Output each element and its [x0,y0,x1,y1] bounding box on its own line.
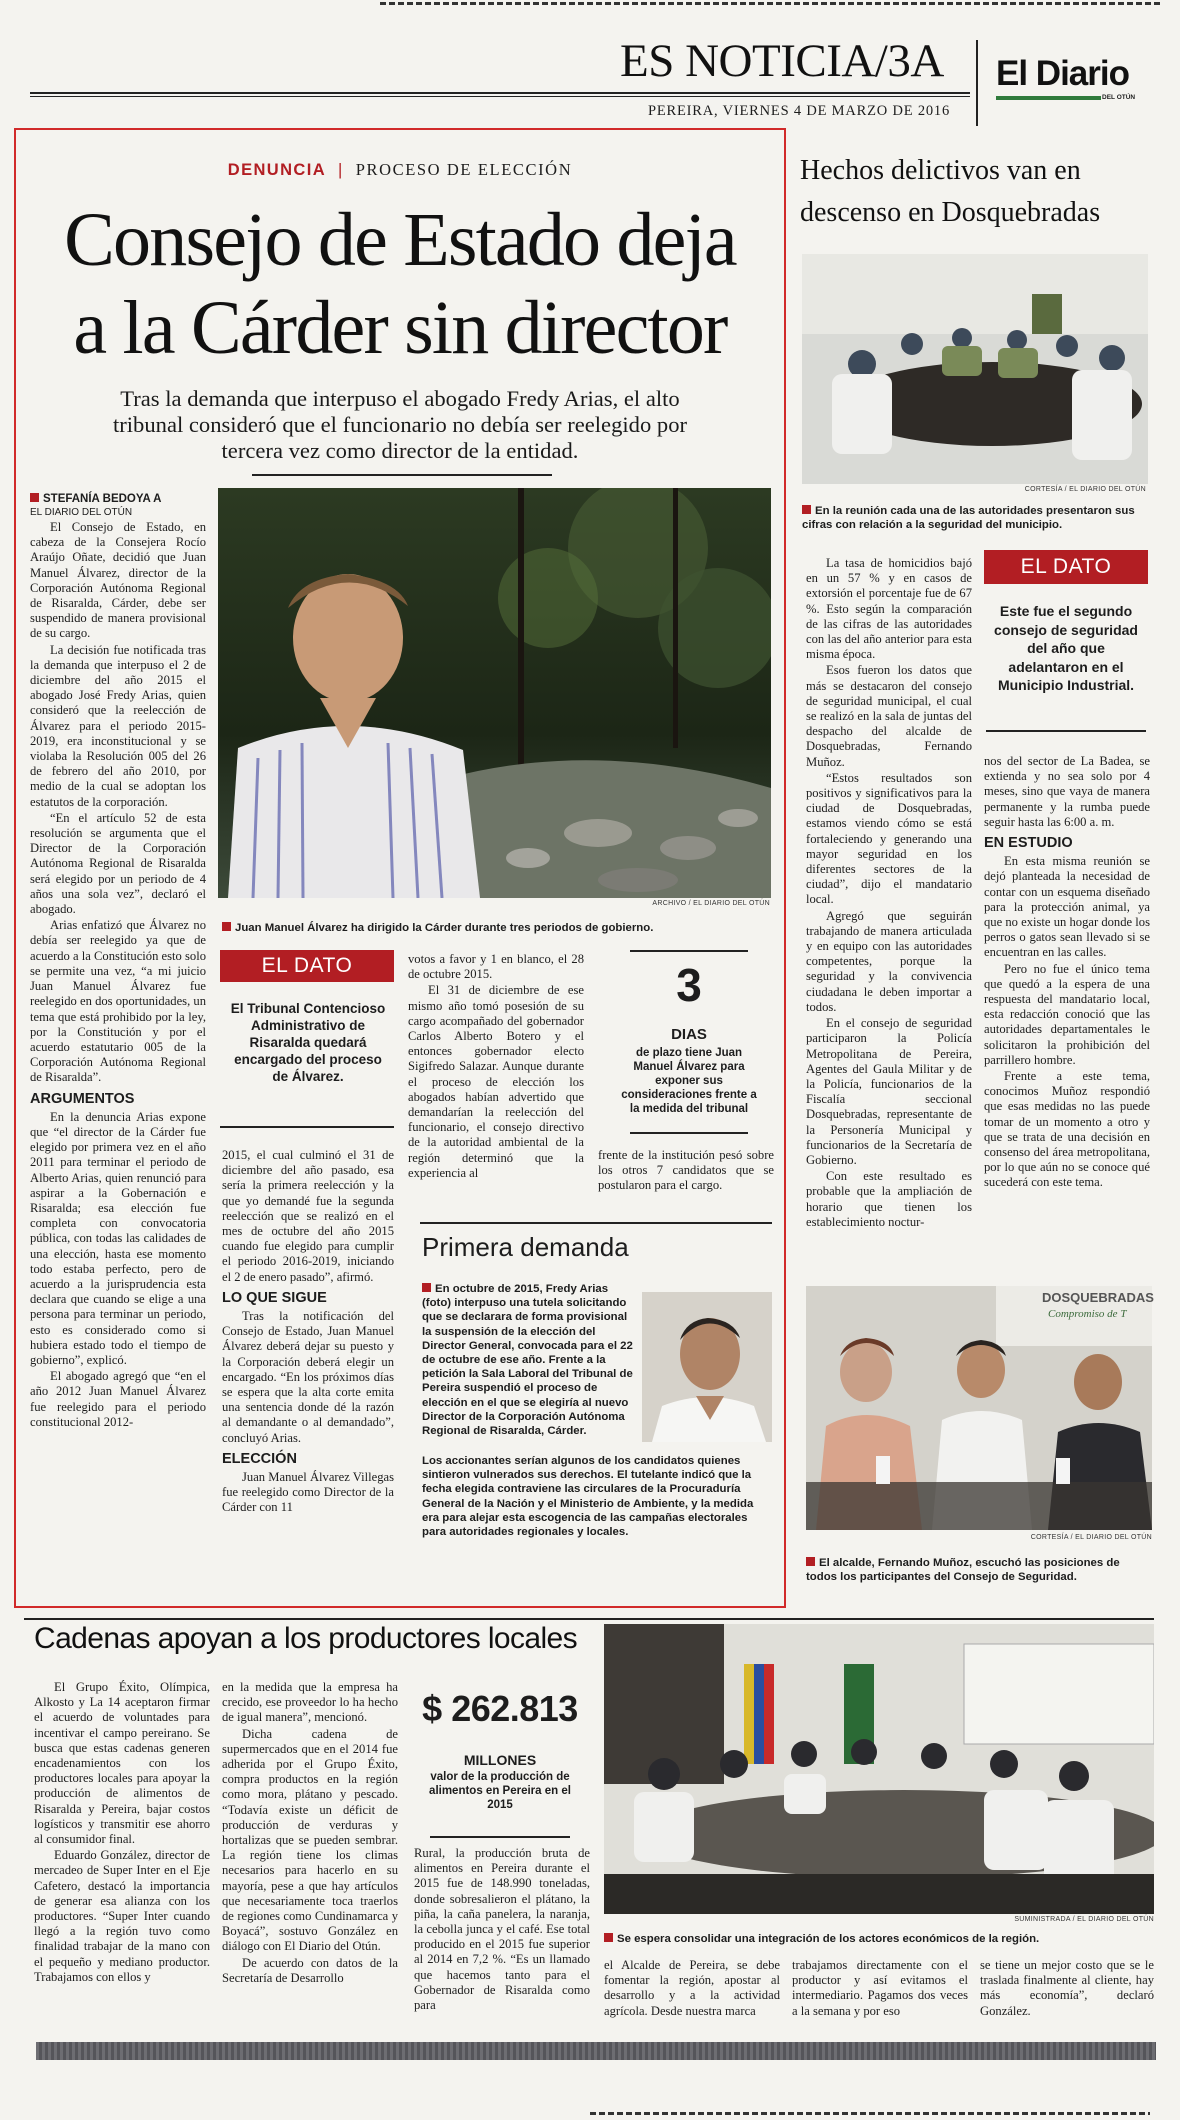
page-number: 3A [887,35,944,87]
bottom-stat-desc: valor de la producción de alimentos en Pereira en el 2015 [429,1771,571,1811]
kicker-topic: PROCESO DE ELECCIÓN [355,160,573,179]
primera-text: En octubre de 2015, Fredy Arias (foto) interpuso una tutela solicitando que se declarara de forma provisional la suspensión de la elección del Director General, convocada para el 22 de octubre de ese año. Frente a la petición la Sala Laboral del Tribunal de Pereira suspendió el proceso de elección en el que se elegiría al nuevo Director de la Corporación Autónoma Regional de Risaralda, Cárder. [422,1283,633,1438]
stat-label: DIAS [671,1026,707,1043]
main-photo-credit: ARCHIVO / EL DIARIO DEL OTÚN [652,900,770,907]
paragraph: El Consejo de Estado, en cabeza de la Consejera Rocío Araújo Oñate, decidió que Juan Manuel Álvarez, director de la Corporación Autónoma Regional de Risaralda, Cárder, debe ser suspendido de manera provisional de su cargo. [30,520,206,641]
masthead-divider [976,40,978,126]
side-photo-2-credit: CORTESÍA / EL DIARIO DEL OTÚN [1030,1534,1152,1541]
main-col-votos [408,952,584,1182]
paragraph: “Estos resultados son positivos y significativos para la ciudad de Dosquebradas, estamos viendo cómo se está fortaleciendo y generando una mayor seguridad en los diferentes sectores de la ciudad”, dijo el mandatario local. [806,770,972,907]
deck-rule [252,474,552,476]
paragraph: Esos fueron los datos que más se destacaron del consejo de seguridad municipal, el cual se realizó en la sala de juntas del despacho del alcalde de Dosquebradas, Fernando Muñoz. [806,663,972,769]
paragraph: Frente a este tema, conocimos Muñoz respondió que esas medidas no las puede tomar de un momento a otro y que se trata de una decisión en consenso del área metropolitana, por lo que aún no se conoce qué sucederá con este tema. [984,1069,1150,1190]
stat-box [608,950,770,1136]
byline: STEFANÍA BEDOYA A [30,492,206,506]
brand-logo-underline [996,96,1101,100]
byline-org: EL DIARIO DEL OTÚN [30,507,133,518]
side-photo-2 [806,1286,1152,1530]
paragraph: Juan Manuel Álvarez Villegas fue reelegido como Director de la Cárder con 11 [222,1470,394,1515]
section-title: ES NOTICIA/3A [620,35,944,87]
paragraph: en la medida que la empresa ha crecido, ese proveedor lo ha hecho de igual manera”, mencionó. [222,1680,398,1725]
subhead-eleccion: ELECCIÓN [222,1450,297,1467]
side-photo-1-caption: En la reunión cada una de las autoridades presentaron sus cifras con relación a la seguridad del municipio. [802,505,1135,531]
photo-forest-river [218,488,771,898]
side-photo-1 [802,254,1148,484]
photo-mayor-meeting [806,1286,1152,1530]
stat-rule-bottom [630,1132,748,1134]
byline-marker [30,493,39,502]
paragraph: Dicha cadena de supermercados que en el 2014 fue adherida por el Grupo Éxito, compra productos en la región como mora, plátano y pescado. “Todavía existe un déficit de producción de verduras y hortalizas que se pueden sembrar. La región tiene los climas necesarios para hacerlo en su mayoría, pese a que hay artículos que necesariamente toca traerlos de regiones como Cundinamarca y Boyacá”, sostuvo González en diálogo con El Diario del Otún. [222,1726,398,1954]
bottom-col-5: trabajamos directamente con el productor y así evitamos el intermediario. Pagamos dos veces a la semana y por eso [792,1958,968,2018]
bottom-story-rule [24,1618,1154,1620]
primera-photo [642,1292,772,1442]
main-deck: Tras la demanda que interpuso el abogado Fredy Arias, el alto tribunal consideró que el funcionario no debía ser reelegido por tercera vez como director de la entidad. [112,386,688,463]
subhead-lo-que-sigue: LO QUE SIGUE [222,1289,327,1306]
side-dato-rule [986,730,1146,732]
main-photo-caption: Juan Manuel Álvarez ha dirigido la Cárder durante tres periodos de gobierno. [222,921,772,935]
side-headline: Hechos delictivos van en descenso en Dosquebradas [800,155,1101,228]
side-dato-label: EL DATO [984,550,1148,584]
bottom-col-3: Rural, la producción bruta de alimentos en Pereira durante el 2015 fue de 148.990 toneladas, donde sobresalieron el plátano, la piña, la caña panelera, la naranja, la cebolla junca y el café. Ese total producido en el 2015 fue superior al 2014 en 7,2 %. “Es un llamado que hacemos tanto para el Gobernador de Risaralda como para [414,1846,590,2013]
section-name: ES NOTICIA [620,35,875,87]
bottom-col-4: el Alcalde de Pereira, se debe fomentar la región, apostar al desarrollo y a la actividad agrícola. Desde nuestra marca [604,1958,780,2018]
masthead [0,0,1180,130]
main-col-1 [30,492,206,1431]
top-dashed-rule [380,2,1160,5]
dato-text: El Tribunal Contencioso Administrativo de Risaralda quedará encargado del proceso de Álvarez. [230,1001,386,1084]
brand-logo: El Diario [996,54,1129,93]
side-photo-1-credit: CORTESÍA / EL DIARIO DEL OTÚN [1024,486,1146,493]
caption-marker [806,1557,815,1566]
kicker: DENUNCIA | PROCESO DE ELECCIÓN [227,160,573,179]
paragraph: Agregó que seguirán trabajando de manera articulada y en equipo con las autoridades competentes, porque la seguridad y la convivencia ciudadana le deben importar a todos. [806,908,972,1014]
paragraph: Eduardo González, director de mercadeo de Super Inter en el Eje Cafetero, destacó la importancia de generar esa alianza con los productores. “Super Inter cuando llegó a la región tuvo como finalidad trabajar de la mano con el pequeño y mediano productor. Trabajamos con ellos y [34,1848,210,1984]
primera-text-cont: Los accionantes serían algunos de los candidatos quienes sintieron vulnerados sus derechos. El tutelante indicó que la fecha elegida contraviene las circulares de la Procuraduría General de la Nación y el Ministerio de Ambiente, y la medida era para alejar esta escogencia de las campañas electorales para autoridades regionales y locales. [422,1455,754,1539]
stat-number: 3 [676,959,702,1011]
paragraph: 2015, el cual culminó el 31 de diciembre del año pasado, esa sería la primera reelección y la que yo demandé fue la segunda reelección que se realizó en el mes de octubre del año 2015 cuando fue elegido para cumplir el periodo 2016-2019, iniciando el 2 de enero pasado”, afirmó. [222,1148,394,1284]
bottom-photo [604,1624,1154,1914]
caption-marker [604,1933,613,1942]
primera-marker [422,1283,431,1292]
paragraph: En esta misma reunión se dejó planteada la necesidad de contar con un esquema diseñado para la protección animal, ya que no existe un hogar donde los perros o gatos sean llevado si se encuentran en las calles. [984,854,1150,960]
primera-title: Primera demanda [422,1232,629,1262]
primera-rule [420,1222,772,1224]
bottom-col-1 [34,1680,210,1986]
paragraph: votos a favor y 1 en blanco, el 28 de octubre 2015. [408,952,584,982]
paragraph: La tasa de homicidios bajó en un 57 % y en casos de extorsión el porcentaje fue de 67 %. Esto según la comparación de las cifras de las autoridades con las del año anterior para esta misma época. [806,556,972,662]
footer-bar [36,2042,1156,2060]
bottom-stat-rule [430,1836,570,1838]
paragraph: El abogado agregó que “en el año 2012 Juan Manuel Álvarez fue reelegido para el periodo constitucional 2012- [30,1369,206,1429]
paragraph: Arias enfatizó que Álvarez no debía ser reelegido ya que de acuerdo a la Constitución esto solo se permite una vez, “a mi juicio Juan Manuel Álvarez fue reelegido en dos oportunidades, un tema que está prohibido por la ley, por la Constitución y por el acuerdo estatutario 005 de la Corporación Autónoma Regional de Risaralda”. [30,918,206,1085]
headline-line-1: Consejo de Estado deja [64,198,736,282]
subhead-en-estudio: EN ESTUDIO [984,835,1073,852]
subhead-argumentos: ARGUMENTOS [30,1090,135,1107]
caption-marker [222,922,231,931]
side-photo-2-banner-sub: Compromiso de T [1048,1308,1127,1320]
side-col-2 [984,754,1150,1192]
bottom-col-2 [222,1680,398,1987]
side-photo-2-banner: DOSQUEBRADAS [1042,1290,1154,1305]
bottom-headline: Cadenas apoyan a los productores locales [34,1622,578,1655]
paragraph: La decisión fue notificada tras la demanda que interpuso el 2 de diciembre del año 2015 el abogado José Fredy Arias, quien consideró que la reelección de Álvarez para el periodo 2015-2019, era inconstitucional y se violaba la Resolución 005 del 26 de febrero del año 2010, por medio de la cual se adoptan los estatutos de la corporación. [30,642,206,809]
bottom-photo-credit: SUMINISTRADA / EL DIARIO DEL OTÚN [1014,1916,1154,1923]
bottom-photo-caption: Se espera consolidar una integración de los actores económicos de la región. [604,1932,1154,1946]
side-photo-2-caption: El alcalde, Fernando Muñoz, escuchó las posiciones de todos los participantes del Consejo de Seguridad. [806,1557,1120,1583]
caption-marker [802,505,811,514]
main-photo [218,488,771,898]
paragraph: nos del sector de La Badea, se extienda y no sea solo por 4 meses, sino que vaya de manera permanente y la rumba puede seguir hasta las 6:00 a. m. [984,754,1150,829]
bottom-stat-label: MILLONES [463,1752,537,1768]
main-headline [0,196,800,372]
paragraph: El Grupo Éxito, Olímpica, Alkosto y La 14 aceptaron firmar el acuerdo de voluntades para incentivar el campo pereirano. Se busca que estas cadenas generen encadenamientos con los productores locales para apoyar la producción de alimentos de Risaralda y Pereira, bajar costos logísticos y transmitir ese ahorro al consumidor final. [34,1680,210,1847]
paragraph: Pero no fue el único tema que quedó a la espera de una respuesta del mandatario local, esta redacción conoció que las autoridades departamentales le solicitaron la prohibición del parrillero hombre. [984,961,1150,1067]
photo-security-meeting [802,254,1148,484]
stat-rule-top [630,950,748,952]
paragraph: De acuerdo con datos de la Secretaría de Desarrollo [222,1955,398,1985]
main-col-mid [222,1148,394,1517]
masthead-rule-thin [30,96,970,97]
side-dato-text: Este fue el segundo consejo de seguridad del año que adelantaron en el Municipio Industrial. [994,603,1138,693]
footer-dashed-rule [590,2112,1150,2115]
bottom-stat-box [412,1682,588,1822]
stat-desc: de plazo tiene Juan Manuel Álvarez para exponer sus consideraciones frente a la medida del tribunal [621,1047,757,1115]
kicker-tag: DENUNCIA [227,161,327,179]
paragraph: Con este resultado es probable que la ampliación de horario que tienen los establecimiento noctur- [806,1169,972,1229]
photo-producers-meeting [604,1624,1154,1914]
dato-label: EL DATO [220,950,394,982]
paragraph: En el consejo de seguridad participaron la Policía Metropolitana de Pereira, Agentes del Gaula Militar y de la Policía, funcionarios de la Fiscalía seccional Dosquebradas, representante de la Personería Municipal y funcionarios de la Secretaría de Gobierno. [806,1016,972,1167]
paragraph: En la denuncia Arias expone que “el director de la Cárder fue elegido por primera vez en el año 2011 para terminar el periodo de Alberto Arias, quien renunció para aspirar a la Gobernación e Risaralda; esa elección fue completa con convocatoria pública, con todas las calidades de una elección, hasta ese momento todo estaba perfecto, pero de acuerdo a la jurisprudencia esta declara que cuando se elige a una persona para terminar un periodo, esto es considerado como si hubiera estado todo el tiempo de gobierno”, explicó. [30,1109,206,1367]
bottom-col-6: se tiene un mejor costo que se le traslada finalmente al cliente, hay más economía”, declaró González. [980,1958,1154,2018]
paragraph: “En el artículo 52 de esta resolución se argumenta que el Director de la Corporación Autónoma Regional de Risaralda será elegido por un periodo de 4 años una sola vez”, declaró el abogado. [30,810,206,917]
paragraph: Tras la notificación del Consejo de Estado, Juan Manuel Álvarez deberá dejar su puesto y la Corporación deberá elegir un encargado. “En los próximos días se espera que la alta corte emita una sentencia donde dé la razón al demandante o al demandado”, concluyó Arias. [222,1309,394,1445]
dato-bottom-rule [220,1126,394,1128]
issue-date: PEREIRA, VIERNES 4 DE MARZO DE 2016 [648,103,951,119]
photo-fredy-arias [642,1292,772,1442]
bottom-stat-number: $ 262.813 [422,1688,578,1729]
side-col-1 [806,556,972,1231]
headline-line-2: a la Cárder sin director [73,286,727,370]
brand-logo-sub: DEL OTÚN [1102,94,1136,101]
paragraph: El 31 de diciembre de ese mismo año tomó posesión de su cargo acompañado del gobernador Carlos Alberto Botero y el entonces gobernador electo Sigifredo Salazar. Aunque durante el proceso de elección los abogados habían advertido que demandarían la reelección del funcionario, el consejo directivo de la autoridad ambiental de la región determinó que la experiencia al [408,983,584,1180]
masthead-rule [30,92,970,94]
main-col-right-cont: frente de la institución pesó sobre los otros 7 candidatos que se postularon para el cargo. [598,1148,774,1193]
